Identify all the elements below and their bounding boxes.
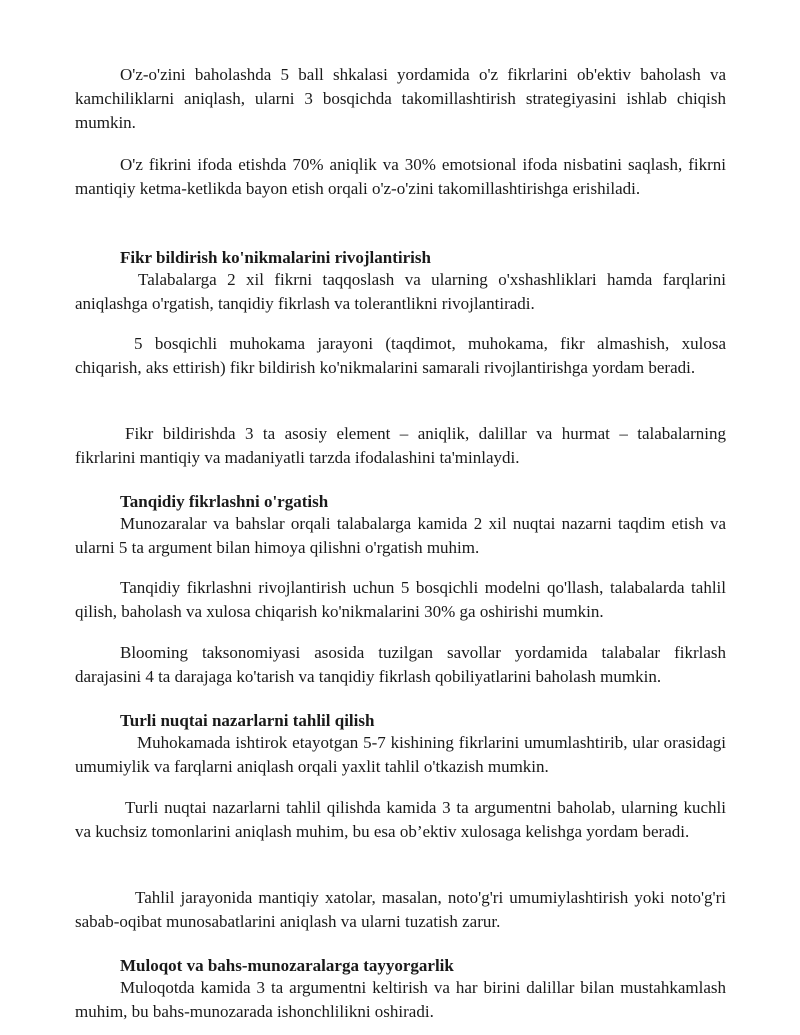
paragraph-key-elements: Fikr bildirishda 3 ta asosiy element – aniqlik, dalillar va hurmat – talabalarning fikrlarini mantiqiy va madaniyatli tarzda ifodalashini ta'minlaydi.: [75, 424, 726, 467]
paragraph-summarize-views: Muhokamada ishtirok etayotgan 5-7 kishining fikrlarini umumlashtirib, ular orasidagi umumiylik va farqlarni aniqlash orqali yaxlit tahlil o'tkazish mumkin.: [75, 733, 726, 776]
paragraph-bloom-taxonomy: Blooming taksonomiyasi asosida tuzilgan savollar yordamida talabalar fikrlash darajasini 4 ta darajaga ko'tarish va tanqidiy fikrlash qobiliyatlarini baholash mumkin.: [75, 643, 726, 686]
paragraph-discussion-stages: 5 bosqichli muhokama jarayoni (taqdimot, muhokama, fikr almashish, xulosa chiqarish, aks ettirish) fikr bildirish ko'nikmalarini samarali rivojlantirishga yordam beradi.: [75, 334, 726, 377]
paragraph-debates: Munozaralar va bahslar orqali talabalarga kamida 2 xil nuqtai nazarni taqdim etish va ularni 5 ta argument bilan himoya qilishni o'rgatish muhim.: [75, 514, 726, 557]
paragraph-self-expression: O'z fikrini ifoda etishda 70% aniqlik va 30% emotsional ifoda nisbatini saqlash, fikrni mantiqiy ketma-ketlikda bayon etish orqali o'z-o'zini takomillashtirishga erishiladi.: [75, 155, 726, 198]
paragraph-logical-errors: Tahlil jarayonida mantiqiy xatolar, masalan, noto'g'ri umumiylashtirish yoki noto'g'ri sabab-oqibat munosabatlarini aniqlash va ularni tuzatish zarur.: [75, 888, 726, 931]
section-heading-perspectives: Turli nuqtai nazarlarni tahlil qilish: [120, 711, 375, 730]
paragraph-compare-views: Talabalarga 2 xil fikrni taqqoslash va ularning o'xshashliklari hamda farqlarini aniqlashga o'rgatish, tanqidiy fikrlash va tolerantlikni rivojlantiradi.: [75, 270, 726, 313]
paragraph-arguments-evidence: Muloqotda kamida 3 ta argumentni keltirish va har birini dalillar bilan mustahkamlash muhim, bu bahs-munozarada ishonchlilikni oshiradi.: [75, 978, 726, 1021]
paragraph-self-assessment: O'z-o'zini baholashda 5 ball shkalasi yordamida o'z fikrlarini ob'ektiv baholash va kamchiliklarni aniqlash, ularni 3 bosqichda takomillashtirish strategiyasini ishlab chiqish mumkin.: [75, 65, 726, 132]
section-heading-critical-thinking: Tanqidiy fikrlashni o'rgatish: [120, 492, 329, 511]
section-heading-opinion-skills: Fikr bildirish ko'nikmalarini rivojlantirish: [120, 248, 431, 267]
paragraph-five-stage-model: Tanqidiy fikrlashni rivojlantirish uchun 5 bosqichli modelni qo'llash, talabalarda tahlil qilish, baholash va xulosa chiqarish ko'nikmalarini 30% ga oshirishi mumkin.: [75, 578, 726, 621]
section-heading-communication: Muloqot va bahs-munozaralarga tayyorgarlik: [120, 956, 454, 975]
paragraph-argument-evaluation: Turli nuqtai nazarlarni tahlil qilishda kamida 3 ta argumentni baholab, ularning kuchli va kuchsiz tomonlarini aniqlash muhim, bu esa ob’ektiv xulosaga kelishga yordam beradi.: [75, 798, 726, 841]
